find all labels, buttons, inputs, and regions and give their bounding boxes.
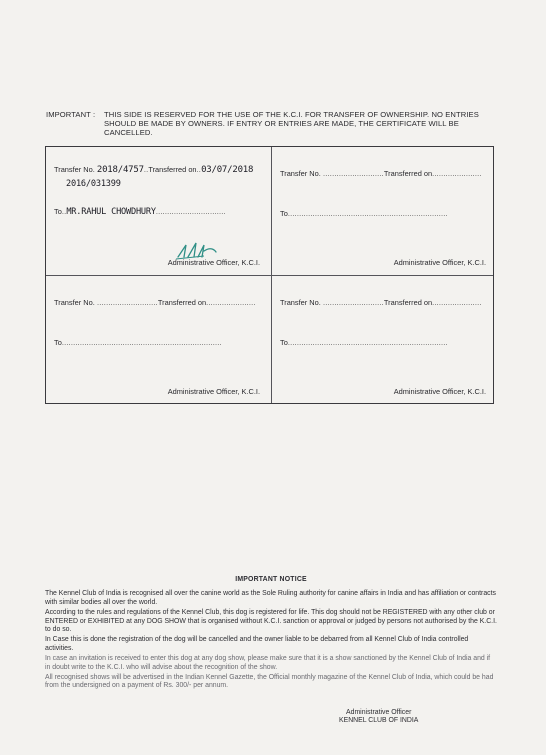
signoff-title: Administrative Officer (346, 709, 412, 716)
transfer-no-label: Transfer No. (54, 298, 95, 307)
to-label: To (280, 338, 288, 347)
transfer-cell-1 (46, 147, 270, 275)
important-label: IMPORTANT : (46, 110, 96, 119)
to-label: To (54, 338, 62, 347)
notice-paragraph: In case an invitation is received to enter this dog at any dog show, please make sure that it is a show sanctioned by the Kennel Club of India and if in doubt write to the K.C.I. who will advise about the recognition of the show. (45, 655, 491, 671)
officer-label: Administrative Officer, K.C.I. (167, 387, 260, 396)
to-label: To (280, 209, 288, 218)
transferred-on-label: Transferred on (148, 165, 197, 174)
important-notice (45, 576, 497, 693)
notice-paragraph: All recognised shows will be advertised in the Indian Kennel Gazette, the Official monthly magazine of the Kennel Club of India, which could be had from the undersigned on a payment of Rs. 300/- per annum. (45, 674, 494, 690)
to-row: To..MR.RAHUL CHOWDHURY............................... (54, 207, 226, 217)
to-label: To (54, 207, 62, 216)
transferred-on-label: Transferred on (157, 298, 207, 307)
transfer-no-label: Transfer No. (280, 169, 321, 178)
important-instruction (46, 110, 498, 138)
notice-title: IMPORTANT NOTICE (235, 576, 307, 583)
notice-paragraph: In Case this is done the registration of the dog will be cancelled and the owner liable to be debarred from all Kennel Club of India controlled activities. (45, 636, 469, 652)
transfer-row: Transfer No. ...........................Transferred on...................... (280, 298, 482, 307)
notice-paragraph: The Kennel Club of India is recognised all over the canine world as the Sole Ruling authority for canine affairs in India and has affiliation or contracts with similar bodies all over the world. (45, 590, 496, 606)
important-text: THIS SIDE IS RESERVED FOR THE USE OF THE K.C.I. FOR TRANSFER OF OWNERSHIP. NO ENTRIES SHOULD BE MADE BY OWNERS. IF ENTRY OR ENTRIES ARE MADE, THE CERTIFICATE WILL BE CANCELLED. (104, 110, 479, 138)
transfer-cell-2 (272, 147, 496, 275)
transferred-on-label: Transferred on (383, 169, 433, 178)
transfer-grid (45, 146, 494, 404)
to-row: To....................................................................... (280, 209, 448, 218)
transfer-no-label: Transfer No. (54, 165, 95, 174)
notice-signoff (339, 709, 418, 725)
to-row: To....................................................................... (280, 338, 448, 347)
transfer-cell-3 (46, 276, 270, 404)
transferred-on-value: 03/07/2018 (201, 165, 254, 175)
transfer-row: Transfer No. 2018/4757..Transferred on..03/07/2018 (54, 165, 254, 175)
to-row: To....................................................................... (54, 338, 222, 347)
transfer-no-label: Transfer No. (280, 298, 321, 307)
transfer-cell-4 (272, 276, 496, 404)
officer-label: Administrative Officer, K.C.I. (393, 258, 486, 267)
to-value: MR.RAHUL CHOWDHURY (66, 207, 156, 217)
registration-no-value: 2016/031399 (66, 179, 121, 189)
signoff-org: KENNEL CLUB OF INDIA (339, 717, 419, 725)
notice-paragraph: According to the rules and regulations of the Kennel Club, this dog is registered for life. This dog should not be REGISTERED with any other club or ENTERED or EXHIBITED at any DOG SHOW that is organised without K.C.I. sanction or approval or judged by persons not authorised by the K.C.I. to do so. (45, 609, 497, 634)
transfer-no-value: 2018/4757 (96, 165, 144, 175)
transferred-on-label: Transferred on (383, 298, 433, 307)
transfer-row: Transfer No. ...........................Transferred on...................... (54, 298, 256, 307)
transfer-row: Transfer No. ...........................Transferred on...................... (280, 169, 482, 178)
officer-label: Administrative Officer, K.C.I. (167, 258, 260, 267)
officer-label: Administrative Officer, K.C.I. (393, 387, 486, 396)
